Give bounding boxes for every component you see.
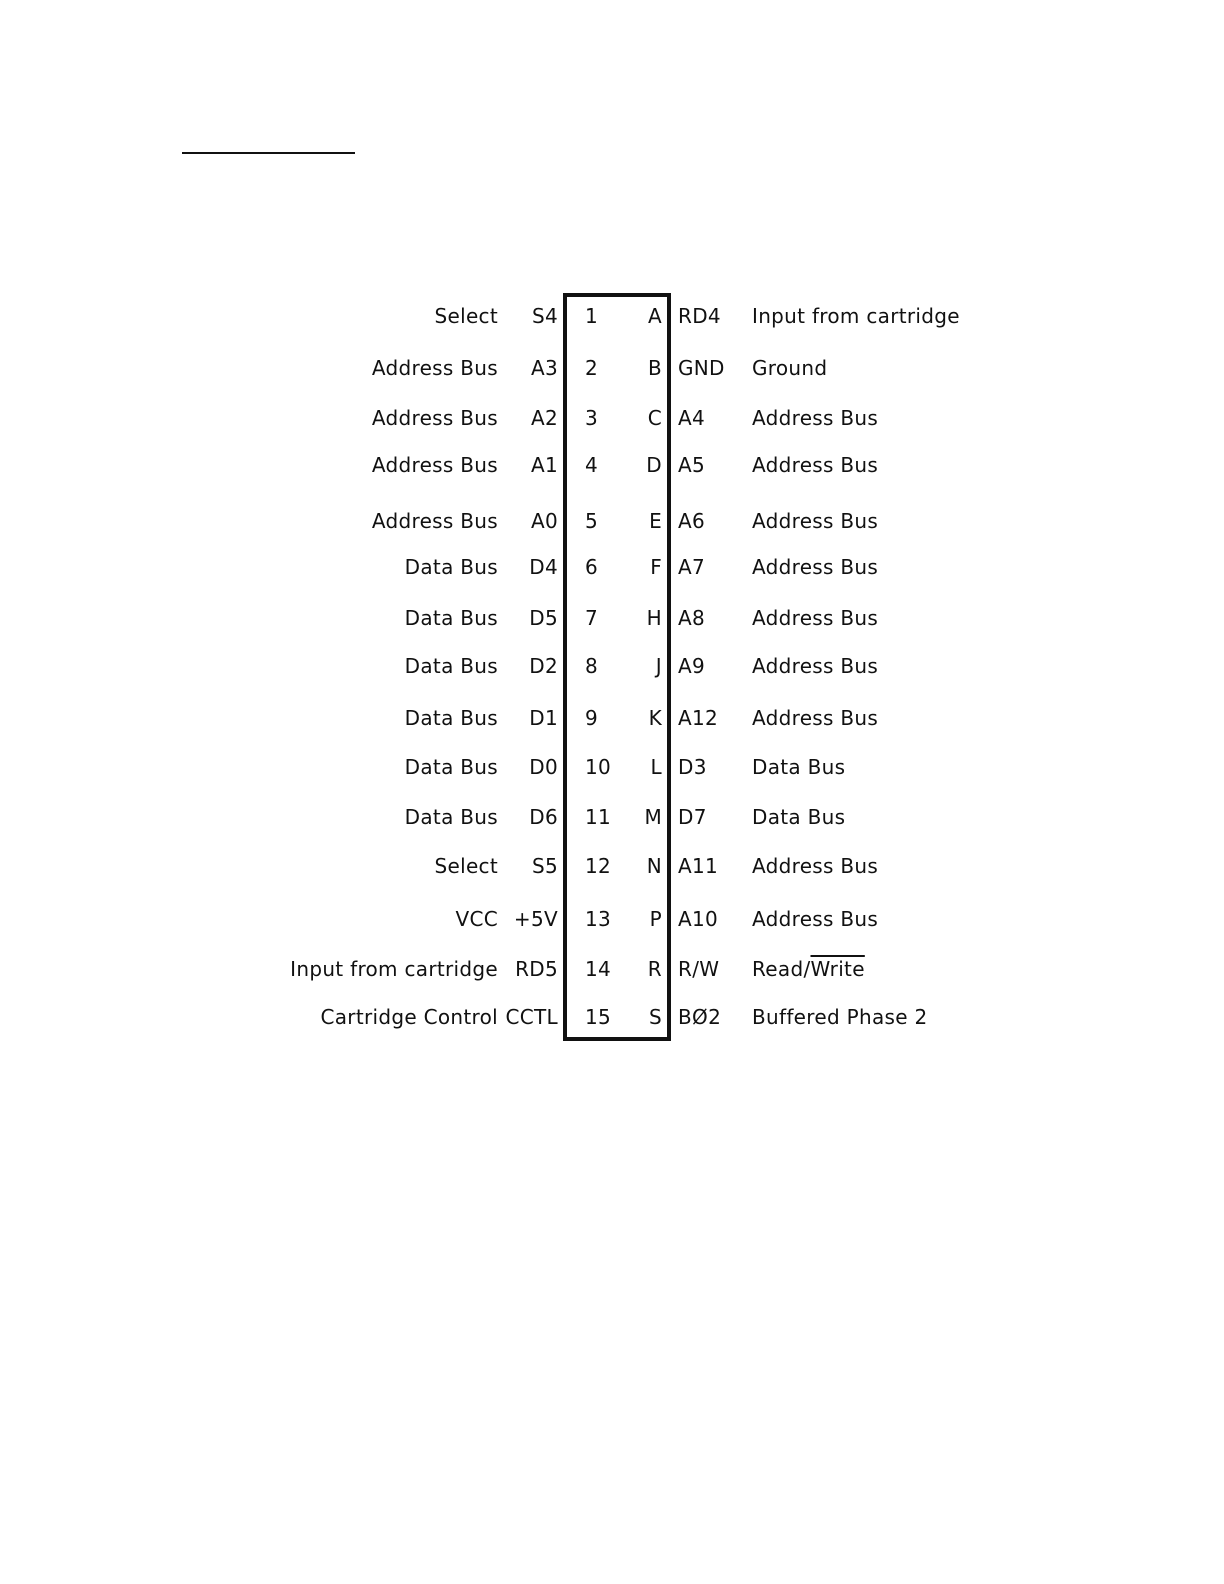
pin-left-signal: S4 [531, 304, 558, 328]
pin-left-signal: A0 [530, 509, 558, 533]
pin-number: 11 [585, 805, 612, 829]
pin-number: 12 [585, 854, 612, 878]
pin-right-signal: A5 [678, 453, 706, 477]
pin-letter: R [647, 957, 662, 981]
pin-left-description: Data Bus [404, 755, 498, 779]
pin-right-description: Address Bus [752, 509, 879, 533]
pin-number: 6 [585, 555, 599, 579]
pin-right-description: Data Bus [752, 805, 846, 829]
pin-letter: D [646, 453, 662, 477]
pin-left-signal: D6 [529, 805, 558, 829]
pin-left-signal: RD5 [515, 957, 558, 981]
pin-number: 3 [585, 406, 599, 430]
pin-left-description: Data Bus [404, 555, 498, 579]
pin-number: 4 [585, 453, 599, 477]
pin-left-signal: A2 [530, 406, 558, 430]
pin-left-description: Address Bus [371, 356, 498, 380]
pin-left-signal: D1 [529, 706, 558, 730]
pin-right-description: Address Bus [752, 606, 879, 630]
pin-left-description: Data Bus [404, 805, 498, 829]
pin-left-description: Data Bus [404, 606, 498, 630]
pin-right-description: Read/Write [752, 957, 865, 981]
pin-right-description: Address Bus [752, 854, 879, 878]
pin-left-signal: A1 [530, 453, 558, 477]
pin-right-signal: R/W [678, 957, 720, 981]
pin-left-description: Select [434, 304, 498, 328]
pin-right-description: Address Bus [752, 654, 879, 678]
pin-letter: S [649, 1005, 662, 1029]
pin-right-signal: A11 [678, 854, 719, 878]
pin-left-description: Address Bus [371, 453, 498, 477]
pin-left-description: Cartridge Control [320, 1005, 498, 1029]
pin-letter: P [649, 907, 662, 931]
pin-letter: J [655, 654, 662, 678]
pin-right-description-overline: Write [810, 957, 865, 981]
pin-right-signal: A8 [678, 606, 706, 630]
pin-number: 1 [585, 304, 599, 328]
pin-left-signal: D2 [529, 654, 558, 678]
pin-right-description: Input from cartridge [752, 304, 960, 328]
pin-right-signal: A7 [678, 555, 706, 579]
pin-right-signal: D3 [678, 755, 707, 779]
pin-number: 5 [585, 509, 599, 533]
pin-letter: M [644, 805, 662, 829]
pin-left-description: Select [434, 854, 498, 878]
pin-number: 9 [585, 706, 599, 730]
pin-right-signal: A10 [678, 907, 719, 931]
pin-left-signal: CCTL [505, 1005, 558, 1029]
pin-number: 10 [585, 755, 612, 779]
pin-left-description: VCC [455, 907, 498, 931]
pin-letter: B [647, 356, 662, 380]
pin-number: 2 [585, 356, 599, 380]
pin-right-signal: A6 [678, 509, 706, 533]
pin-number: 8 [585, 654, 599, 678]
pin-right-description: Address Bus [752, 453, 879, 477]
pin-left-description: Data Bus [404, 706, 498, 730]
pin-letter: E [649, 509, 662, 533]
pin-left-description: Input from cartridge [290, 957, 498, 981]
pin-letter: C [647, 406, 662, 430]
pin-left-description: Data Bus [404, 654, 498, 678]
pin-right-signal: RD4 [678, 304, 721, 328]
pin-number: 14 [585, 957, 612, 981]
pin-right-description: Address Bus [752, 706, 879, 730]
pin-right-description: Data Bus [752, 755, 846, 779]
pin-right-description: Address Bus [752, 907, 879, 931]
pin-letter: H [646, 606, 662, 630]
pin-left-signal: S5 [531, 854, 558, 878]
pin-left-signal: D4 [529, 555, 558, 579]
pin-left-description: Address Bus [371, 509, 498, 533]
pin-left-signal: D5 [529, 606, 558, 630]
pin-letter: K [648, 706, 662, 730]
pin-number: 7 [585, 606, 599, 630]
pin-left-signal: +5V [513, 907, 558, 931]
pin-left-description: Address Bus [371, 406, 498, 430]
pin-right-signal: A12 [678, 706, 719, 730]
pin-letter: N [646, 854, 662, 878]
pin-letter: L [650, 755, 662, 779]
pin-right-description: Buffered Phase 2 [752, 1005, 928, 1029]
pin-number: 13 [585, 907, 612, 931]
pin-letter: A [648, 304, 662, 328]
pin-letter: F [650, 555, 662, 579]
pin-right-signal: D7 [678, 805, 707, 829]
pin-number: 15 [585, 1005, 612, 1029]
top-rule [182, 152, 355, 154]
pin-left-signal: D0 [529, 755, 558, 779]
pin-right-description: Address Bus [752, 406, 879, 430]
pin-right-description: Ground [752, 356, 828, 380]
pin-right-signal: BØ2 [678, 1005, 722, 1029]
pin-right-signal: A4 [678, 406, 706, 430]
pin-right-signal: GND [678, 356, 725, 380]
pin-right-signal: A9 [678, 654, 706, 678]
pin-right-description: Address Bus [752, 555, 879, 579]
pin-left-signal: A3 [530, 356, 558, 380]
